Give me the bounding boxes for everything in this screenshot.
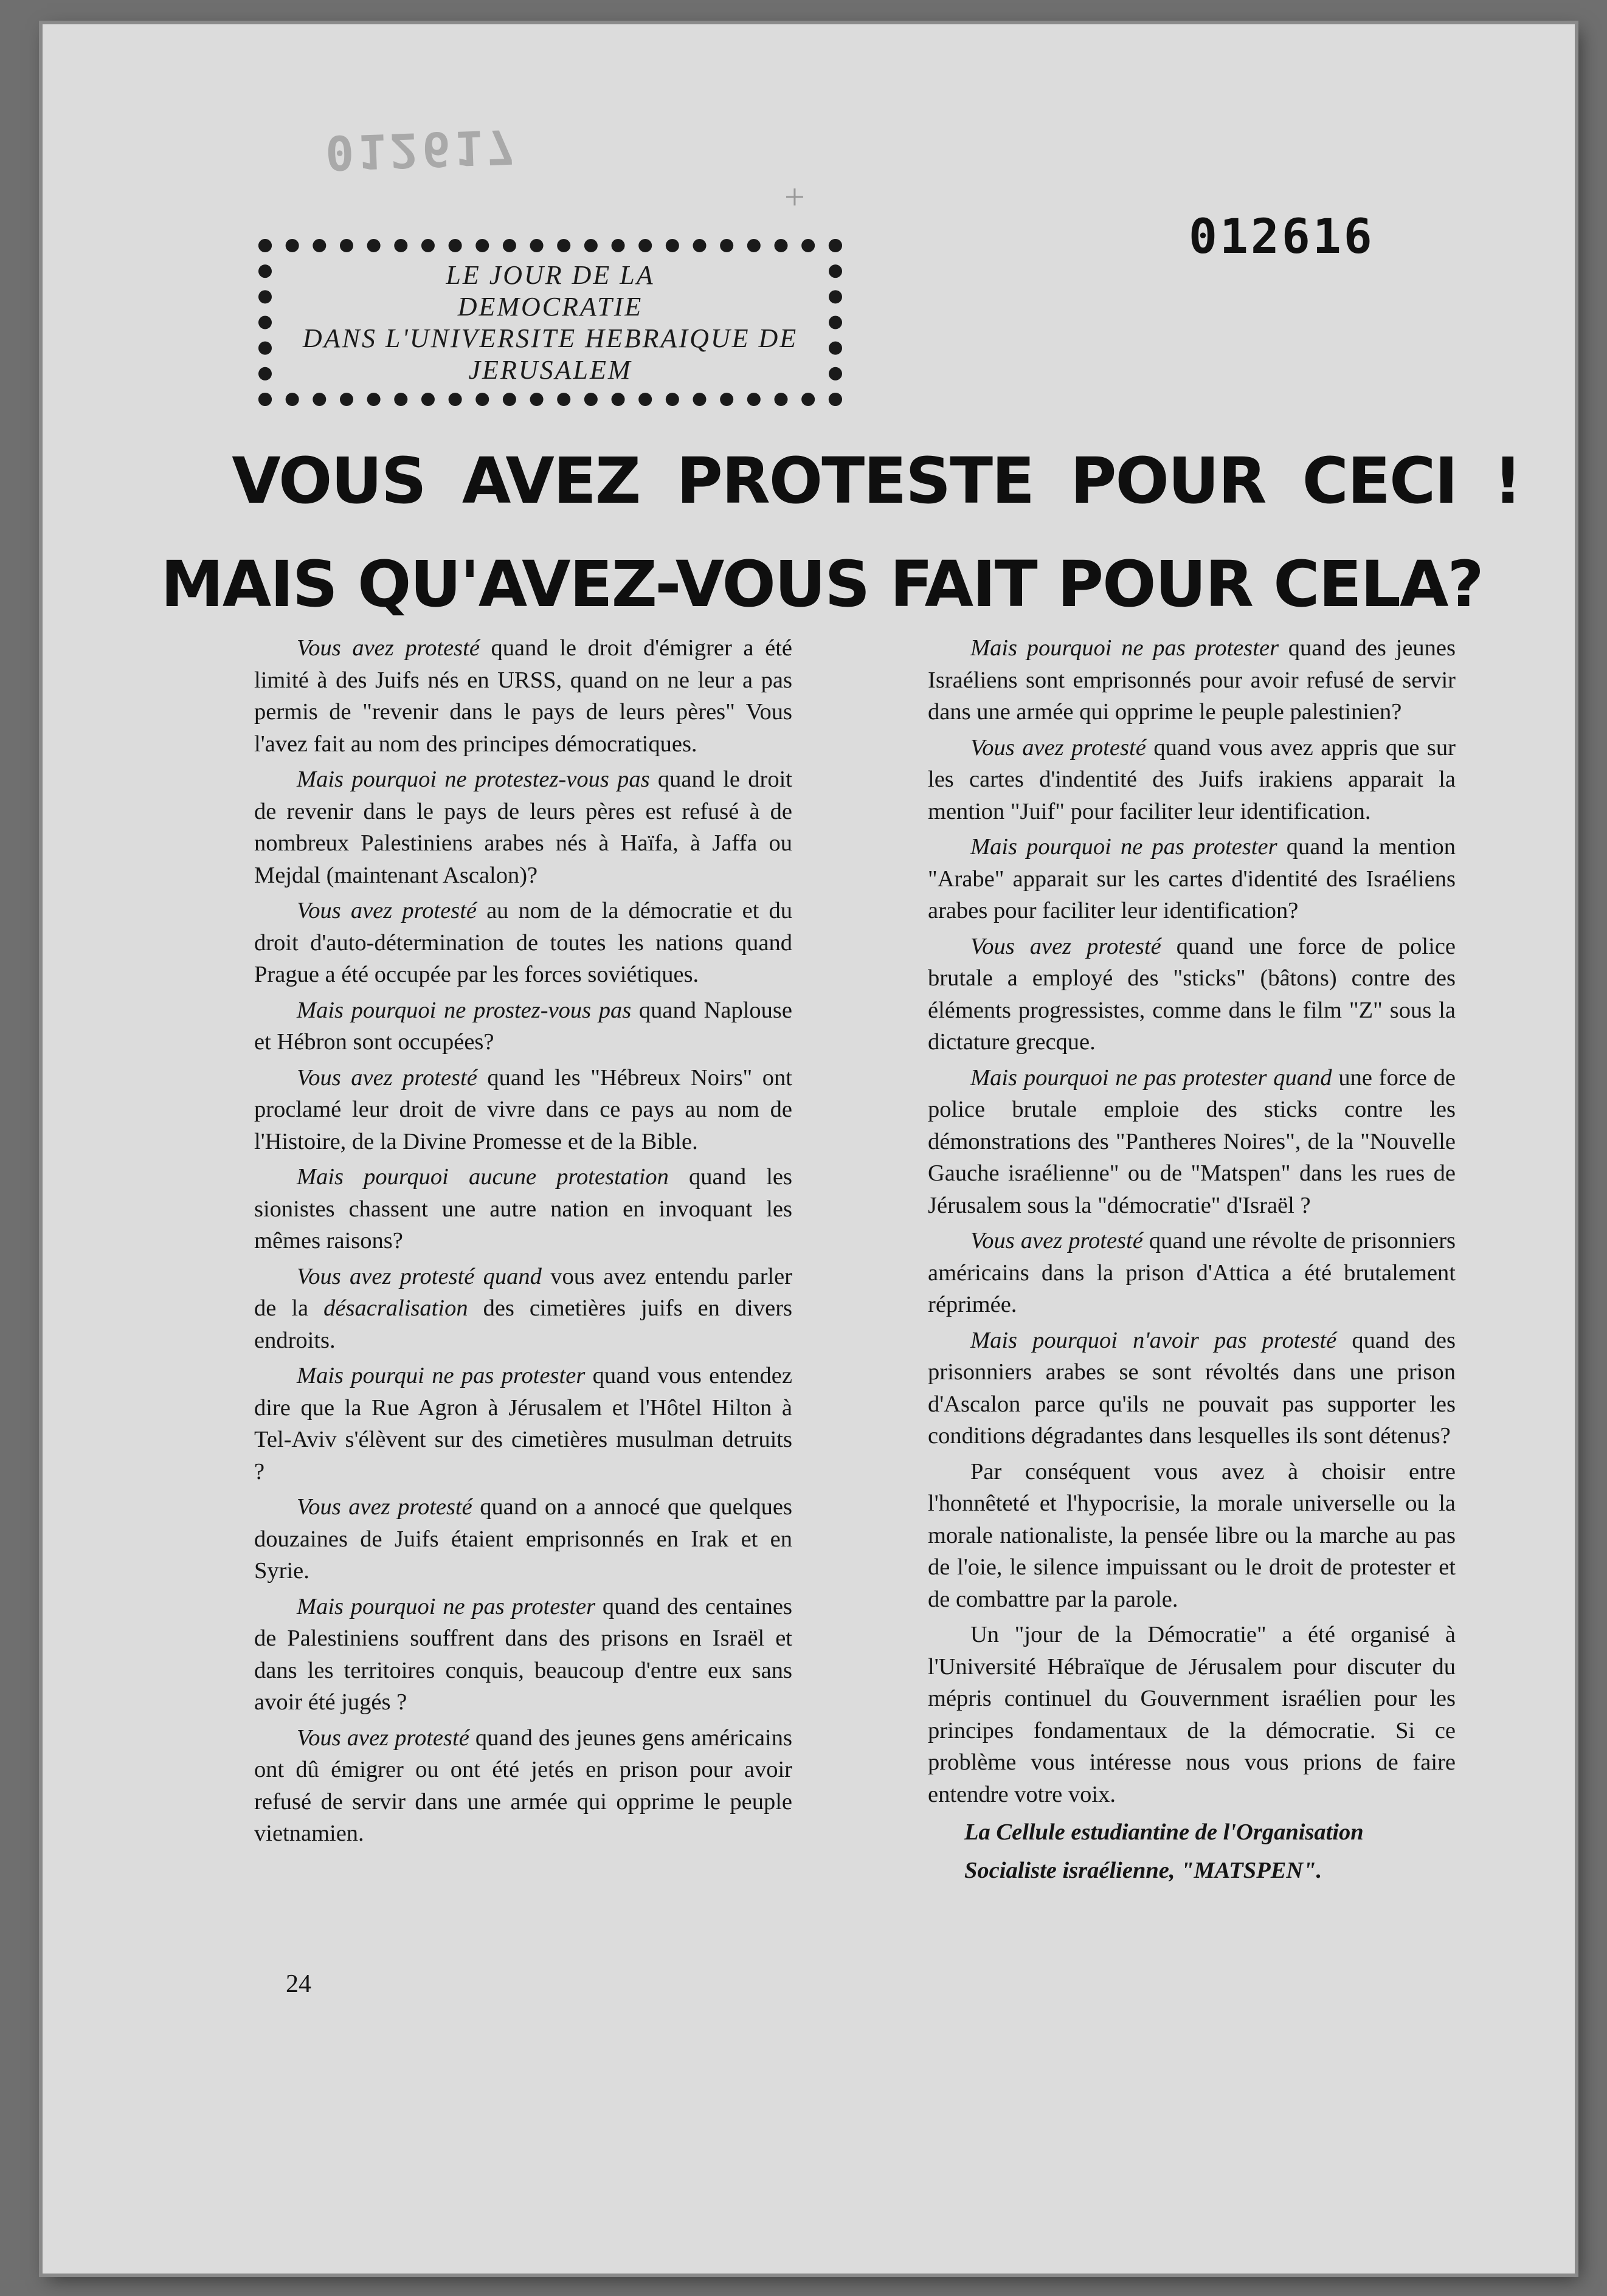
paragraph-text: quand le droit d'émigrer a été limité à des Juifs nés en URSS, quand on ne leur a pas permis de "revenir dans le pays de leurs pères" Vous l'avez fait au nom des principes démocratiques.	[254, 635, 792, 757]
paragraph-text: quand la mention "Arabe" apparait sur les cartes d'identité des Israéliens arabes pour faciliter leur identification?	[928, 834, 1456, 923]
emphasis: Vous avez protesté quand	[297, 1263, 542, 1289]
paragraph	[254, 995, 792, 1058]
paragraph-text: quand une force de police brutale a employé des "sticks" (bâtons) contre des éléments progressistes, comme dans le film "Z" sous la dictature grecque.	[928, 933, 1456, 1055]
signature-line: La Cellule estudiantine de l'Organisation	[964, 1819, 1364, 1845]
paragraph-text: quand les "Hébreux Noirs" ont proclamé leur droit de vivre dans ce pays au nom de l'Histoire, de la Divine Promesse et de la Bible.	[254, 1064, 792, 1154]
paragraph	[254, 1591, 792, 1719]
emphasis: Mais pourquoi ne pas protester	[970, 635, 1279, 661]
paragraph-text: quand le droit de revenir dans le pays de leurs pères est refusé à de nombreux Palestiniens arabes nés à Haïfa, à Jaffa ou Mejdal (maintenant Ascalon)?	[254, 767, 792, 888]
paragraph	[254, 1062, 792, 1158]
right-column	[928, 632, 1456, 1886]
emphasis: Vous avez protesté	[297, 898, 477, 923]
bleed-through-text	[188, 286, 202, 312]
archive-stamp-number: 012616	[1189, 210, 1375, 264]
paragraph	[928, 1225, 1456, 1321]
announcement-paragraph: Un "jour de la Démocratie" a été organisé à l'Université Hébraïque de Jérusalem pour discuter du mépris continuel du Gouvernment israélien pour les principes fondamentaux de la démocratie. Si ce problème vous intéresse nous vous prions de faire entendre votre voix.	[928, 1622, 1456, 1807]
pencil-mark: +	[784, 177, 805, 217]
emphasis: Mais pourqui ne pas protester	[297, 1363, 586, 1388]
paragraph	[254, 1722, 792, 1850]
paragraph	[928, 1062, 1456, 1222]
paragraph	[254, 1360, 792, 1488]
paragraph-text: quand des prisonniers arabes se sont révoltés dans une prison d'Ascalon parce qu'ils ne pouvait pas supporter les conditions dégradantes dans lesquelles ils sont détenus?	[928, 1327, 1456, 1449]
paragraph	[254, 764, 792, 891]
paragraph-text: quand des jeunes Israéliens sont emprisonnés pour avoir refusé de servir dans une armée qui opprime le peuple palestinien?	[928, 635, 1456, 725]
emphasis: Mais pourquoi ne prostez-vous pas	[297, 997, 632, 1023]
emphasis: Mais pourquoi ne pas protester	[970, 834, 1277, 860]
paragraph	[928, 1325, 1456, 1452]
page-number: 24	[286, 1970, 311, 1998]
paragraph-text: au nom de la démocratie et du droit d'auto-détermination de toutes les nations quand Prague a été occupée par les forces soviétiques.	[254, 898, 792, 987]
paragraph	[928, 931, 1456, 1058]
paragraph-text: une force de police brutale emploie des sticks contre les démonstrations des "Pantheres Noires", de la "Nouvelle Gauche israélienne" ou de "Matspen" dans les rues de Jérusalem sous la "démocratie" d'Israël ?	[928, 1064, 1456, 1218]
paragraph-text: quand des centaines de Palestiniens souffrent dans des prisons en Israël et dans les territoires conquis, beaucoup d'entre eux sans avoir été jugés ?	[254, 1593, 792, 1715]
paragraph-text: des cimetières juifs en divers endroits.	[254, 1295, 793, 1353]
paragraph-text: quand on a annocé que quelques douzaines de Juifs étaient emprisonnés en Irak et en Syrie.	[254, 1494, 792, 1584]
emphasis: Vous avez protesté	[297, 635, 480, 661]
emphasis: Vous avez protesté	[297, 1064, 477, 1091]
left-column	[254, 632, 792, 1853]
signature-line: Socialiste israélienne, "MATSPEN".	[964, 1857, 1322, 1883]
paragraph	[254, 1261, 792, 1357]
event-banner	[258, 239, 842, 406]
emphasis: Mais pourquoi aucune protestation	[297, 1164, 669, 1190]
paragraph	[254, 632, 792, 760]
paragraph-text: vous avez entendu parler de la	[254, 1263, 792, 1321]
handwritten-archive-number: 012617	[324, 118, 520, 180]
paragraph	[928, 732, 1456, 828]
banner-line: JERUSALEM	[468, 354, 632, 385]
emphasis: Vous avez protesté	[970, 933, 1161, 959]
emphasis: Vous avez protesté	[297, 1494, 472, 1520]
paragraph	[254, 1491, 792, 1587]
headline-line-1: VOUS AVEZ PROTESTE POUR CECI !	[232, 444, 1521, 518]
paragraph-text: quand Naplouse et Hébron sont occupées?	[254, 997, 792, 1055]
banner-line: LE JOUR DE LA	[446, 260, 655, 290]
paragraph-text: quand vous entendez dire que la Rue Agron à Jérusalem et l'Hôtel Hilton à Tel-Aviv s'élèvent sur des cimetières musulman detruits ?	[254, 1363, 792, 1484]
banner-line: DANS L'UNIVERSITE HEBRAIQUE DE	[302, 323, 798, 353]
emphasis: Mais pourquoi ne protestez-vous pas	[297, 767, 650, 792]
headline-line-2: MAIS QU'AVEZ-VOUS FAIT POUR CELA?	[161, 547, 1483, 621]
emphasis: Mais pourquoi ne pas protester quand	[970, 1064, 1332, 1091]
paragraph	[254, 895, 792, 991]
emphasis: Vous avez protesté	[970, 1228, 1143, 1253]
emphasis: Vous avez protesté	[297, 1725, 469, 1751]
paragraph-text: quand les sionistes chassent une autre nation en invoquant les mêmes raisons?	[254, 1164, 792, 1253]
paragraph	[928, 632, 1456, 728]
emphasis: Mais pourquoi ne pas protester	[297, 1593, 596, 1619]
emphasis: Mais pourquoi n'avoir pas protesté	[970, 1327, 1337, 1353]
emphasis: désacralisation	[323, 1295, 468, 1321]
paragraph	[254, 1161, 792, 1257]
conclusion-paragraph: Par conséquent vous avez à choisir entre l'honnêteté et l'hypocrisie, la morale universelle ou la morale nationaliste, la pensée libre ou la marche au pas de l'oie, le silence impuissant ou le droit de protester et de combattre par la parole.	[928, 1458, 1456, 1612]
paragraph-text: quand une révolte de prisonniers américains dans la prison d'Attica a été brutalement réprimée.	[928, 1228, 1456, 1317]
paragraph	[928, 831, 1456, 927]
paragraph-text: quand vous avez appris que sur les cartes d'indentité des Juifs irakiens apparait la mention "Juif" pour faciliter leur identification.	[928, 734, 1456, 824]
emphasis: Vous avez protesté	[970, 734, 1146, 760]
banner-line: DEMOCRATIE	[457, 291, 643, 322]
paragraph-text: quand des jeunes gens américains ont dû émigrer ou ont été jetés en prison pour avoir refusé de servir dans une armée qui opprime le peuple vietnamien.	[254, 1725, 792, 1846]
